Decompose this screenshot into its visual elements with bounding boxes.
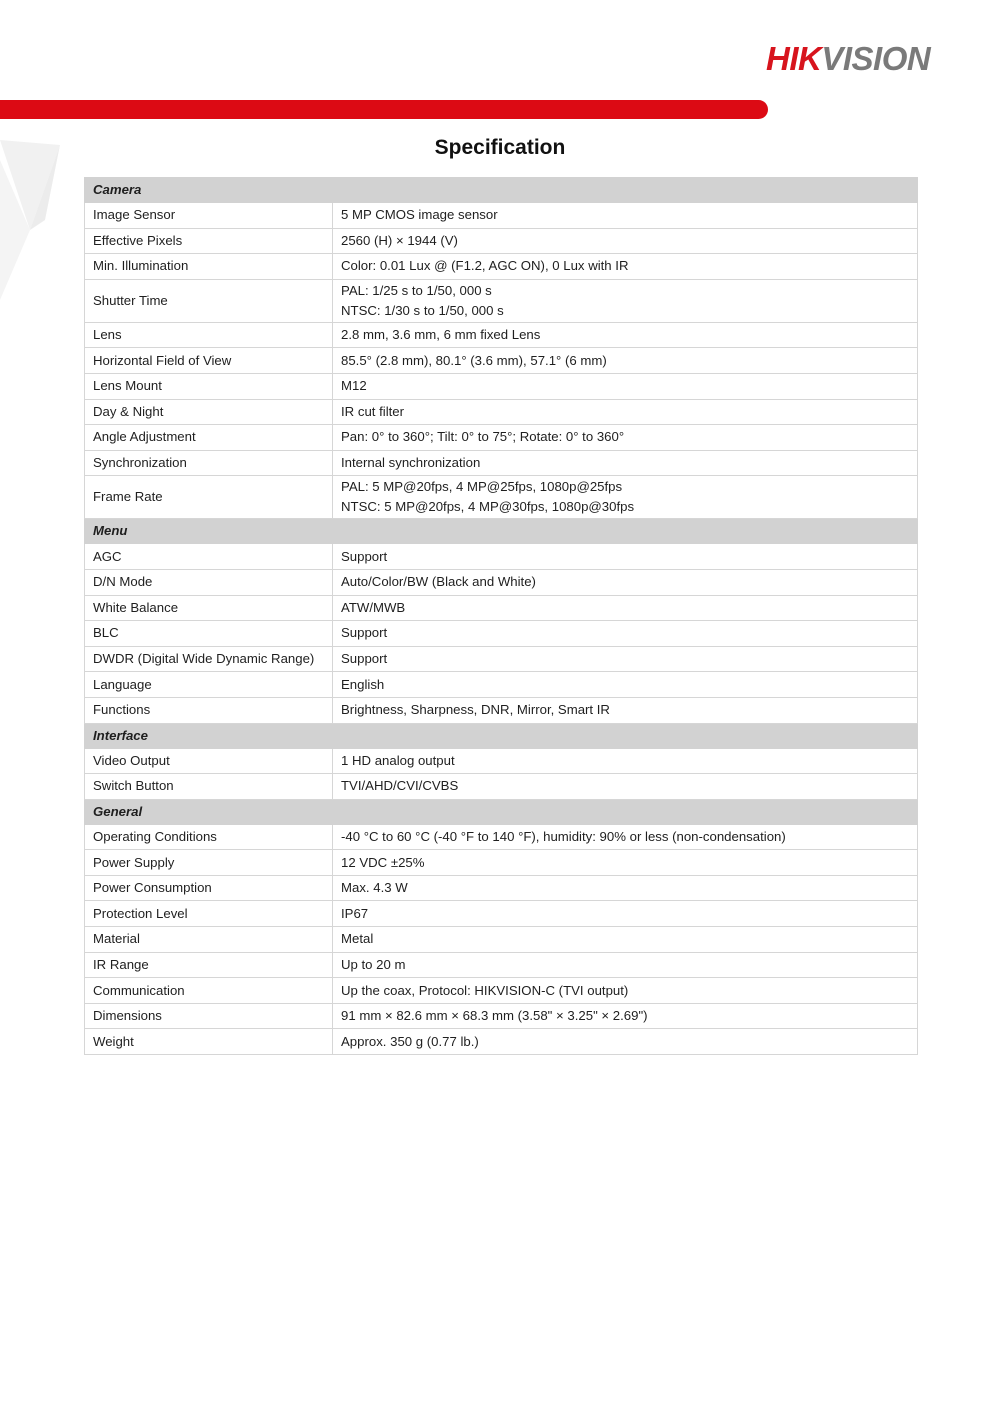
spec-row <box>85 399 918 425</box>
logo-part-hik: HIK <box>766 40 822 77</box>
spec-value-line: Up to 20 m <box>341 956 406 972</box>
spec-row <box>85 748 918 774</box>
spec-value <box>333 621 918 647</box>
spec-value <box>333 697 918 723</box>
spec-value <box>333 569 918 595</box>
spec-row <box>85 544 918 570</box>
spec-key: Frame Rate <box>85 476 333 519</box>
spec-value-line: Approx. 350 g (0.77 lb.) <box>341 1033 479 1049</box>
spec-value <box>333 476 918 519</box>
spec-value <box>333 927 918 953</box>
hikvision-logo <box>766 42 930 75</box>
spec-key: Power Supply <box>85 850 333 876</box>
section-title: Menu <box>85 519 918 544</box>
spec-row <box>85 569 918 595</box>
spec-row <box>85 774 918 800</box>
spec-value-line: -40 °C to 60 °C (-40 °F to 140 °F), humidity: 90% or less (non-condensation) <box>341 828 786 844</box>
spec-value-line: PAL: 5 MP@20fps, 4 MP@25fps, 1080p@25fps <box>341 479 623 495</box>
page-title: Specification <box>434 136 566 159</box>
spec-key: Communication <box>85 978 333 1004</box>
spec-value <box>333 254 918 280</box>
spec-value-line: English <box>341 676 385 692</box>
spec-key: Operating Conditions <box>85 824 333 850</box>
section-header-general <box>85 799 918 824</box>
spec-value-line: Pan: 0° to 360°; Tilt: 0° to 75°; Rotate: 0° to 360° <box>341 429 625 445</box>
spec-key: Lens <box>85 322 333 348</box>
spec-row <box>85 901 918 927</box>
spec-value-line: Support <box>341 651 388 667</box>
spec-value <box>333 1003 918 1029</box>
spec-value <box>333 322 918 348</box>
spec-value-line: Color: 0.01 Lux @ (F1.2, AGC ON), 0 Lux with IR <box>341 258 629 274</box>
spec-key: Dimensions <box>85 1003 333 1029</box>
section-header-menu <box>85 519 918 544</box>
spec-row <box>85 850 918 876</box>
spec-value <box>333 646 918 672</box>
spec-value-line: 2560 (H) × 1944 (V) <box>341 232 458 248</box>
spec-value <box>333 824 918 850</box>
spec-value-line: Max. 4.3 W <box>341 880 408 896</box>
spec-value <box>333 901 918 927</box>
spec-key: BLC <box>85 621 333 647</box>
spec-row <box>85 254 918 280</box>
spec-value-line: Support <box>341 548 388 564</box>
section-title: Camera <box>85 178 918 203</box>
spec-row <box>85 322 918 348</box>
spec-key: Functions <box>85 697 333 723</box>
spec-key: Switch Button <box>85 774 333 800</box>
spec-value-line: PAL: 1/25 s to 1/50, 000 s <box>341 282 492 298</box>
spec-key: Power Consumption <box>85 875 333 901</box>
spec-value-line: TVI/AHD/CVI/CVBS <box>341 778 459 794</box>
spec-value <box>333 450 918 476</box>
spec-key: Effective Pixels <box>85 228 333 254</box>
spec-value <box>333 774 918 800</box>
spec-key: Lens Mount <box>85 373 333 399</box>
spec-row <box>85 279 918 322</box>
spec-value <box>333 850 918 876</box>
spec-row <box>85 450 918 476</box>
spec-row <box>85 203 918 229</box>
spec-value <box>333 952 918 978</box>
spec-value <box>333 203 918 229</box>
spec-value <box>333 748 918 774</box>
spec-value <box>333 595 918 621</box>
logo-part-vision: VISION <box>821 40 931 77</box>
spec-key: Protection Level <box>85 901 333 927</box>
spec-value-line: NTSC: 5 MP@20fps, 4 MP@30fps, 1080p@30fps <box>341 499 635 515</box>
spec-key: Horizontal Field of View <box>85 348 333 374</box>
spec-key: Synchronization <box>85 450 333 476</box>
spec-row <box>85 373 918 399</box>
spec-value-line: 91 mm × 82.6 mm × 68.3 mm (3.58" × 3.25" × 2.69") <box>341 1008 648 1024</box>
spec-key: DWDR (Digital Wide Dynamic Range) <box>85 646 333 672</box>
spec-row <box>85 646 918 672</box>
spec-value-line: ATW/MWB <box>341 599 406 615</box>
spec-key: IR Range <box>85 952 333 978</box>
spec-value-line: Up the coax, Protocol: HIKVISION-C (TVI output) <box>341 982 629 998</box>
section-header-camera <box>85 178 918 203</box>
spec-value-line: Metal <box>341 931 374 947</box>
spec-row <box>85 1003 918 1029</box>
header-red-bar <box>0 100 768 119</box>
spec-row <box>85 348 918 374</box>
spec-value <box>333 978 918 1004</box>
spec-value <box>333 425 918 451</box>
spec-value-line: Support <box>341 625 388 641</box>
spec-value-line: 1 HD analog output <box>341 752 455 768</box>
spec-row <box>85 425 918 451</box>
specification-table <box>84 177 918 1055</box>
spec-key: Day & Night <box>85 399 333 425</box>
spec-value <box>333 348 918 374</box>
section-header-interface <box>85 723 918 748</box>
spec-value-line: 2.8 mm, 3.6 mm, 6 mm fixed Lens <box>341 327 541 343</box>
spec-value-line: 12 VDC ±25% <box>341 854 425 870</box>
section-title: General <box>85 799 918 824</box>
spec-row <box>85 927 918 953</box>
spec-key: Video Output <box>85 748 333 774</box>
spec-value <box>333 399 918 425</box>
spec-value-line: M12 <box>341 378 367 394</box>
spec-key: Material <box>85 927 333 953</box>
spec-row <box>85 697 918 723</box>
section-title: Interface <box>85 723 918 748</box>
spec-row <box>85 476 918 519</box>
spec-key: Image Sensor <box>85 203 333 229</box>
spec-value-line: NTSC: 1/30 s to 1/50, 000 s <box>341 302 504 318</box>
spec-row <box>85 978 918 1004</box>
spec-value <box>333 672 918 698</box>
spec-value <box>333 279 918 322</box>
spec-value <box>333 228 918 254</box>
spec-key: Shutter Time <box>85 279 333 322</box>
spec-row <box>85 1029 918 1055</box>
spec-value <box>333 1029 918 1055</box>
spec-value-line: 5 MP CMOS image sensor <box>341 207 498 223</box>
spec-row <box>85 672 918 698</box>
spec-key: Min. Illumination <box>85 254 333 280</box>
spec-key: Language <box>85 672 333 698</box>
spec-row <box>85 875 918 901</box>
spec-value-line: Auto/Color/BW (Black and White) <box>341 574 536 590</box>
spec-key: Angle Adjustment <box>85 425 333 451</box>
spec-row <box>85 621 918 647</box>
spec-value-line: Brightness, Sharpness, DNR, Mirror, Smart IR <box>341 702 610 718</box>
spec-key: D/N Mode <box>85 569 333 595</box>
spec-value <box>333 373 918 399</box>
spec-row <box>85 228 918 254</box>
spec-value-line: IR cut filter <box>341 403 405 419</box>
spec-value <box>333 544 918 570</box>
spec-key: White Balance <box>85 595 333 621</box>
spec-value-line: 85.5° (2.8 mm), 80.1° (3.6 mm), 57.1° (6 mm) <box>341 352 607 368</box>
spec-row <box>85 952 918 978</box>
spec-row <box>85 824 918 850</box>
spec-row <box>85 595 918 621</box>
spec-value-line: IP67 <box>341 905 369 921</box>
spec-key: AGC <box>85 544 333 570</box>
spec-key: Weight <box>85 1029 333 1055</box>
spec-value-line: Internal synchronization <box>341 455 481 471</box>
spec-value <box>333 875 918 901</box>
